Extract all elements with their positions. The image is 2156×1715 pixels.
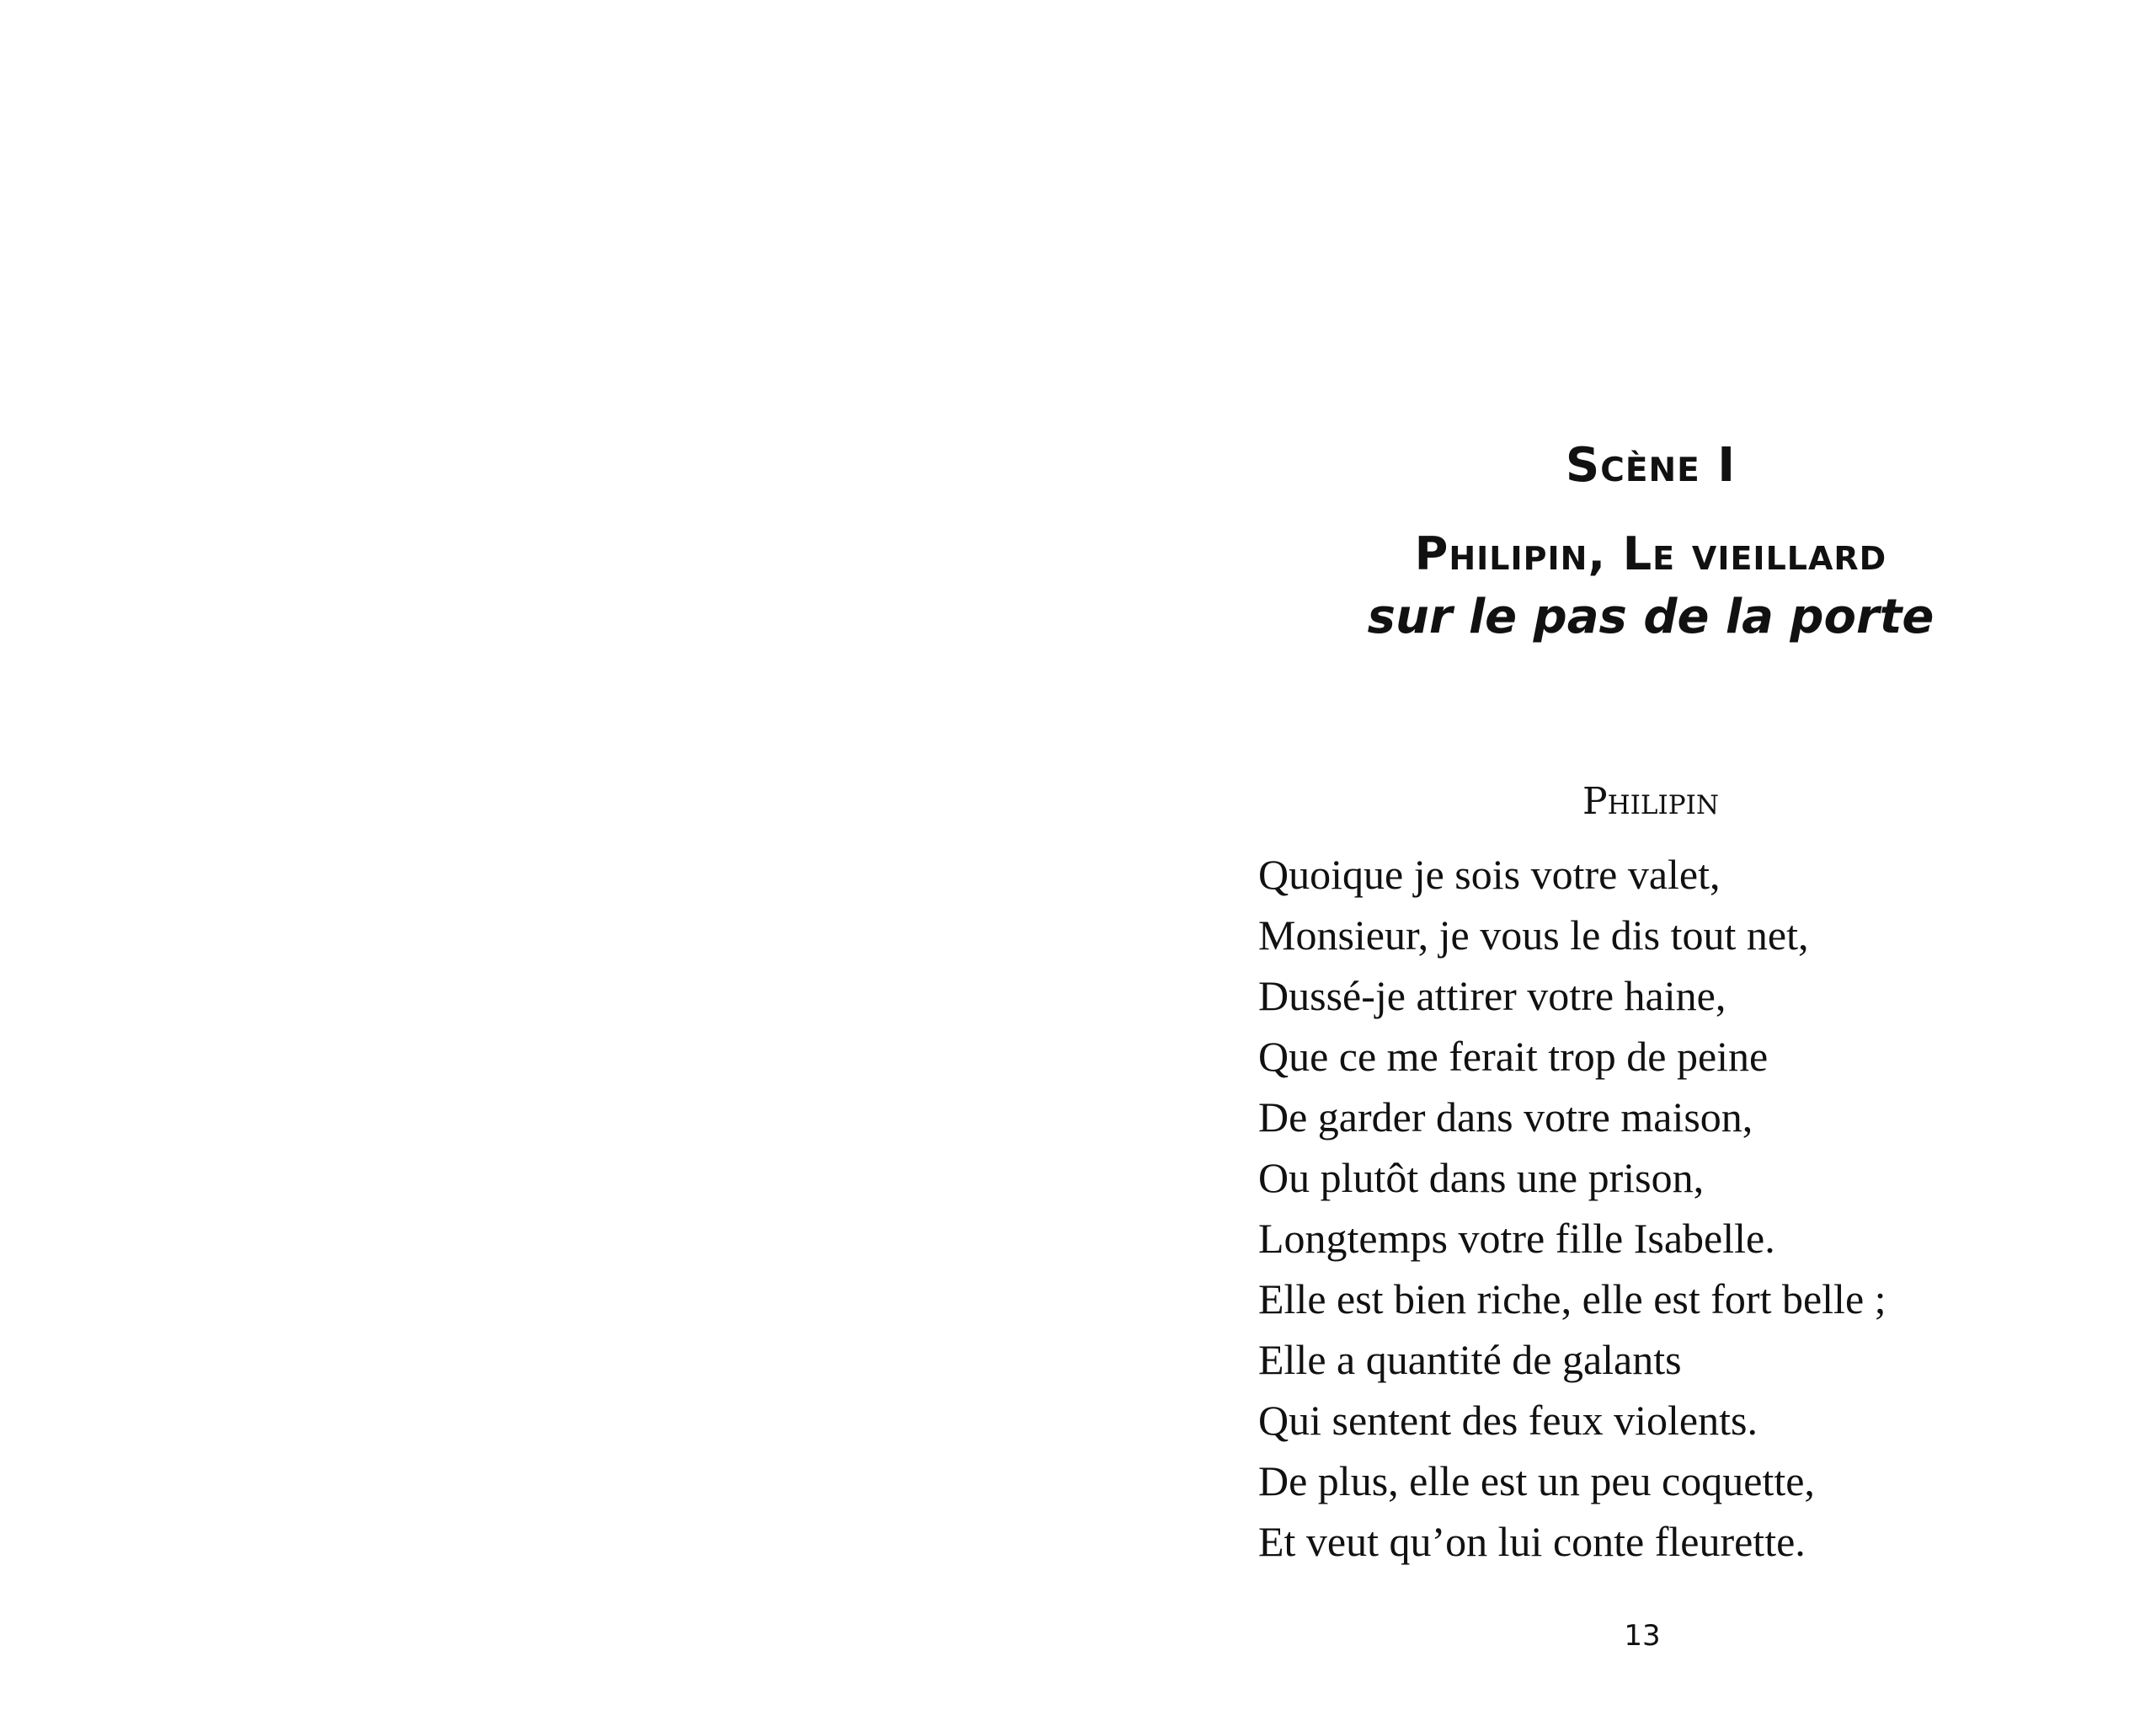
verse-line: Ou plutôt dans une prison, xyxy=(1258,1154,1705,1201)
scene-characters: Philipin, Le vieillard xyxy=(1414,527,1887,580)
verse-line: Elle est bien riche, elle est fort belle ; xyxy=(1258,1275,1886,1322)
stage-direction: sur le pas de la porte xyxy=(1367,590,1935,644)
verse-line: De plus, elle est un peu coquette, xyxy=(1258,1457,1815,1504)
verse-block xyxy=(1258,844,2109,1572)
speaker-name: Philipin xyxy=(1582,780,1719,823)
verse-line: Monsieur, je vous le dis tout net, xyxy=(1258,911,1809,959)
verse-line: Et veut qu’on lui conte fleurette. xyxy=(1258,1518,1806,1565)
verse-line: Que ce me ferait trop de peine xyxy=(1258,1033,1769,1080)
scene-title: Scène I xyxy=(1565,438,1737,493)
page-number: 13 xyxy=(1624,1619,1661,1653)
verse-line: Quoique je sois votre valet, xyxy=(1258,851,1721,898)
verse-line: De garder dans votre maison, xyxy=(1258,1093,1753,1141)
verse-line: Qui sentent des feux violents. xyxy=(1258,1397,1758,1444)
verse-line: Elle a quantité de galants xyxy=(1258,1336,1682,1383)
verse-line: Dussé-je attirer votre haine, xyxy=(1258,972,1726,1019)
verse-line: Longtemps votre fille Isabelle. xyxy=(1258,1215,1775,1262)
